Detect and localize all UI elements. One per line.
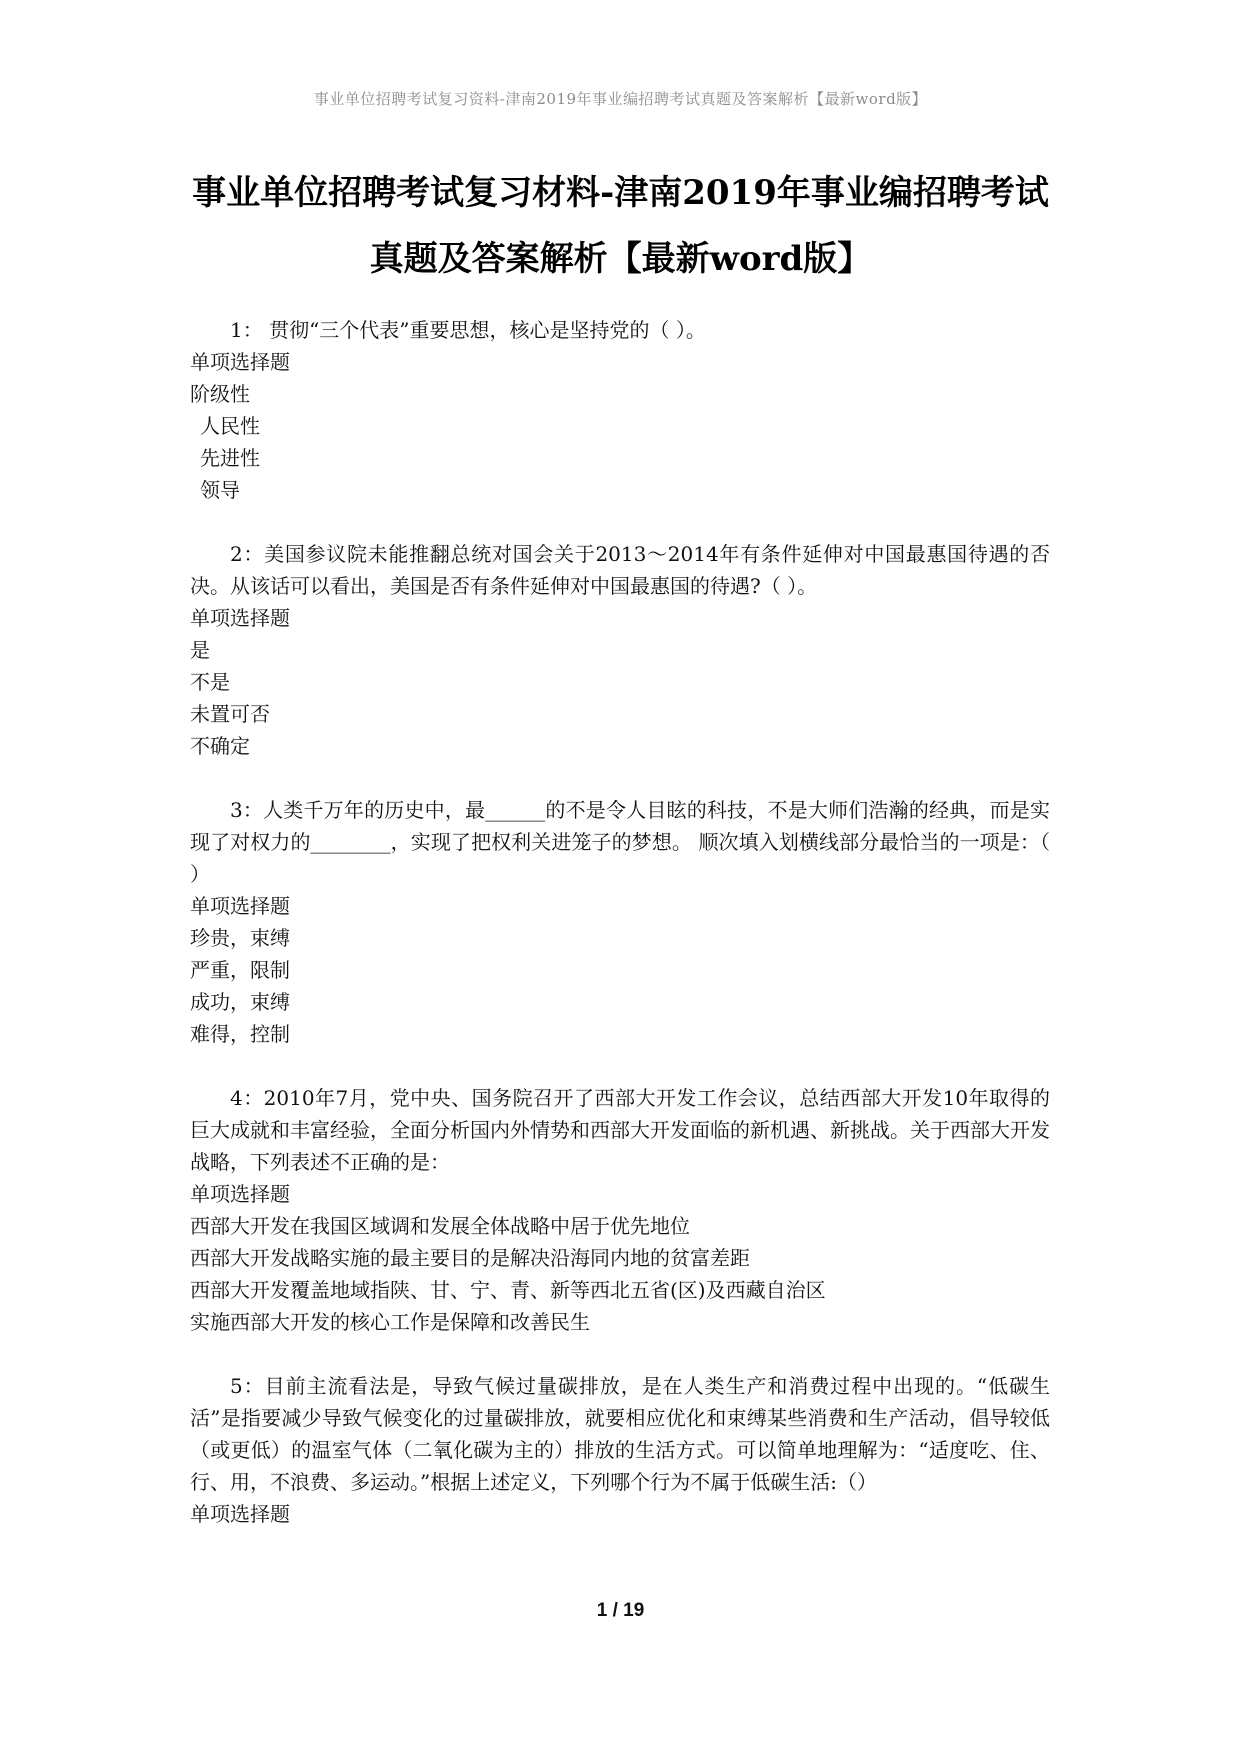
option-b: 人民性 bbox=[200, 414, 260, 438]
question-list bbox=[190, 314, 1050, 1562]
option-b: 不是 bbox=[190, 670, 230, 694]
option-c: 成功，束缚 bbox=[190, 990, 290, 1014]
question-stem: 2：美国参议院未能推翻总统对国会关于2013～2014年有条件延伸对中国最惠国待遇的否决。从该话可以看出，美国是否有条件延伸对中国最惠国的待遇?（ ）。 bbox=[190, 542, 1050, 598]
option-b: 严重，限制 bbox=[190, 958, 290, 982]
document-title bbox=[150, 160, 1091, 292]
question-type: 单项选择题 bbox=[190, 606, 290, 630]
question-stem: 3：人类千万年的历史中，最______的不是令人目眩的科技，不是大师们浩瀚的经典，而是实现了对权力的________，实现了把权利关进笼子的梦想。 顺次填入划横线部分最恰当的一项是：（ ） bbox=[190, 798, 1050, 886]
question-type: 单项选择题 bbox=[190, 894, 290, 918]
page-number: 1 / 19 bbox=[596, 1600, 645, 1621]
option-a: 阶级性 bbox=[190, 382, 250, 406]
title-line-2: 真题及答案解析【最新word版】 bbox=[369, 239, 872, 279]
option-d: 领导 bbox=[200, 478, 240, 502]
question-5 bbox=[190, 1370, 1050, 1530]
option-d: 不确定 bbox=[190, 734, 250, 758]
option-d: 实施西部大开发的核心工作是保障和改善民生 bbox=[190, 1310, 590, 1334]
option-c: 先进性 bbox=[200, 446, 260, 470]
question-3 bbox=[190, 794, 1050, 1050]
question-type: 单项选择题 bbox=[190, 1502, 290, 1526]
title-line-1: 事业单位招聘考试复习材料-津南2019年事业编招聘考试 bbox=[192, 173, 1049, 213]
question-1 bbox=[190, 314, 1050, 506]
running-header: 事业单位招聘考试复习资料-津南2019年事业编招聘考试真题及答案解析【最新word版】 bbox=[313, 90, 928, 108]
option-a: 是 bbox=[190, 638, 210, 662]
option-b: 西部大开发战略实施的最主要目的是解决沿海同内地的贫富差距 bbox=[190, 1246, 750, 1270]
question-2 bbox=[190, 538, 1050, 762]
option-c: 未置可否 bbox=[190, 702, 270, 726]
question-stem: 5：目前主流看法是，导致气候过量碳排放，是在人类生产和消费过程中出现的。“低碳生活”是指要减少导致气候变化的过量碳排放，就要相应优化和束缚某些消费和生产活动，倡导较低（或更低）的温室气体（二氧化碳为主的）排放的生活方式。可以简单地理解为：“适度吃、住、行、用，不浪费、多运动。”根据上述定义，下列哪个行为不属于低碳生活:（） bbox=[190, 1374, 1050, 1494]
question-4 bbox=[190, 1082, 1050, 1338]
option-d: 难得，控制 bbox=[190, 1022, 290, 1046]
question-stem: 1： 贯彻“三个代表”重要思想，核心是坚持党的（ ）。 bbox=[230, 318, 706, 342]
option-a: 西部大开发在我国区域调和发展全体战略中居于优先地位 bbox=[190, 1214, 690, 1238]
option-a: 珍贵，束缚 bbox=[190, 926, 290, 950]
question-stem: 4：2010年7月，党中央、国务院召开了西部大开发工作会议，总结西部大开发10年取得的巨大成就和丰富经验，全面分析国内外情势和西部大开发面临的新机遇、新挑战。关于西部大开发战略，下列表述不正确的是： bbox=[190, 1086, 1050, 1174]
question-type: 单项选择题 bbox=[190, 1182, 290, 1206]
question-type: 单项选择题 bbox=[190, 350, 290, 374]
option-c: 西部大开发覆盖地域指陕、甘、宁、青、新等西北五省(区)及西藏自治区 bbox=[190, 1278, 826, 1302]
